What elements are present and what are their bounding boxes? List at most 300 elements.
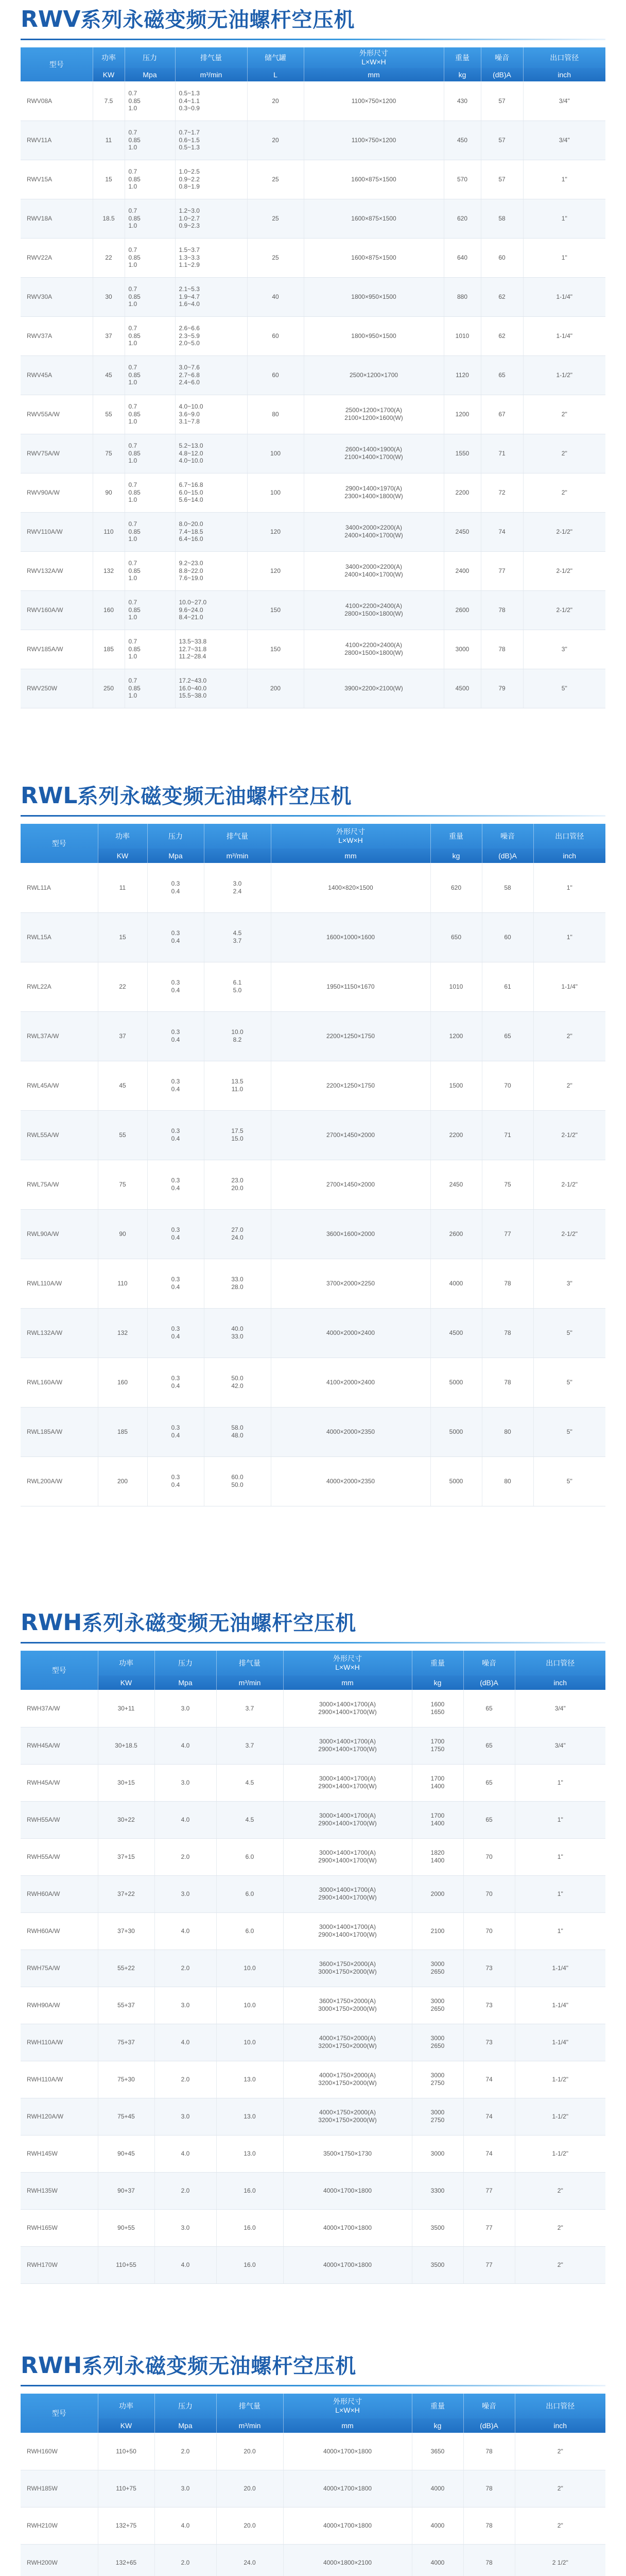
weight-cell: 3500 [412,2209,463,2246]
noise-cell: 73 [463,1950,515,1987]
power-cell: 132 [98,1308,147,1358]
noise-cell: 70 [463,1875,515,1912]
unit-weight: kg [412,2418,463,2433]
outlet-cell: 2-1/2" [533,1209,605,1259]
table-row [21,1407,605,1456]
weight-cell: 1500 [430,1061,482,1110]
table-row [21,590,605,630]
power-cell: 75 [93,434,125,473]
model-cell: RWV18A [21,199,93,238]
pressure-cell: 0.3 0.4 [147,1407,204,1456]
flow-cell: 60.0 50.0 [204,1456,271,1506]
noise-cell: 77 [463,2246,515,2283]
outlet-cell: 1-1/4" [533,962,605,1011]
outlet-cell: 2-1/2" [533,1160,605,1209]
noise-cell: 60 [481,238,523,277]
power-cell: 30 [93,277,125,316]
pressure-cell: 4.0 [154,2507,216,2544]
pressure-cell: 0.7 0.85 1.0 [125,434,175,473]
power-cell: 132+65 [98,2544,154,2576]
dims-cell: 4000×2000×2400 [271,1308,430,1358]
noise-cell: 60 [482,912,533,962]
table-row [21,1160,605,1209]
dims-cell: 3600×1750×2000(A) 3000×1750×2000(W) [283,1987,412,2024]
flow-cell: 17.2~43.0 16.0~40.0 15.5~38.0 [175,669,247,708]
pressure-cell: 0.7 0.85 1.0 [125,590,175,630]
model-cell: RWV22A [21,238,93,277]
unit-dims: mm [283,1675,412,1690]
noise-cell: 78 [481,630,523,669]
col-outlet: 出口管径 [523,47,605,68]
rwv-section [21,4,605,708]
pressure-cell: 4.0 [154,2135,216,2172]
table-row [21,395,605,434]
noise-cell: 61 [482,962,533,1011]
noise-cell: 79 [481,669,523,708]
noise-cell: 57 [481,121,523,160]
model-cell: RWL37A/W [21,1011,98,1061]
pressure-cell: 2.0 [154,2172,216,2209]
model-cell: RWV55A/W [21,395,93,434]
unit-dims: mm [304,68,444,81]
dims-cell: 3600×1600×2000 [271,1209,430,1259]
tank-cell: 25 [247,199,304,238]
col-pressure: 压力 [125,47,175,68]
flow-cell: 20.0 [216,2507,283,2544]
dims-cell: 3400×2000×2200(A) 2400×1400×1700(W) [304,551,444,590]
dims-cell: 3000×1400×1700(A) 2900×1400×1700(W) [283,1912,412,1950]
pressure-cell: 2.0 [154,1950,216,1987]
weight-cell: 3000 [444,630,481,669]
unit-noise: (dB)A [463,1675,515,1690]
noise-cell: 78 [482,1259,533,1308]
power-cell: 15 [98,912,147,962]
outlet-cell: 2" [533,1061,605,1110]
title-divider [21,815,605,817]
table-row [21,1011,605,1061]
power-cell: 110+75 [98,2470,154,2507]
weight-cell: 2100 [412,1912,463,1950]
power-cell: 22 [93,238,125,277]
tank-cell: 40 [247,277,304,316]
outlet-cell: 1" [533,912,605,962]
noise-cell: 77 [463,2172,515,2209]
noise-cell: 74 [463,2098,515,2135]
dims-cell: 4000×1750×2000(A) 3200×1750×2000(W) [283,2098,412,2135]
dims-cell: 3000×1400×1700(A) 2900×1400×1700(W) [283,1875,412,1912]
rwv-spec-table [21,47,605,708]
unit-tank: L [247,68,304,81]
unit-weight: kg [444,68,481,81]
table-row [21,1987,605,2024]
model-cell: RWL11A [21,863,98,912]
model-cell: RWV90A/W [21,473,93,512]
flow-cell: 1.5~3.7 1.3~3.3 1.1~2.9 [175,238,247,277]
dims-cell: 1600×875×1500 [304,238,444,277]
col-weight: 重量 [412,1651,463,1675]
unit-pressure: Mpa [154,1675,216,1690]
col-model: 型号 [21,824,98,863]
power-cell: 110 [98,1259,147,1308]
model-cell: RWL75A/W [21,1160,98,1209]
rwl-title: RWL系列永磁变频无油螺杆空压机 [21,783,352,809]
model-cell: RWL90A/W [21,1209,98,1259]
unit-flow: m³/min [216,1675,283,1690]
noise-cell: 58 [482,863,533,912]
power-cell: 11 [98,863,147,912]
model-cell: RWL110A/W [21,1259,98,1308]
model-cell: RWH120A/W [21,2098,98,2135]
noise-cell: 78 [463,2433,515,2470]
outlet-cell: 1" [515,1801,605,1838]
weight-cell: 2450 [444,512,481,551]
power-cell: 90 [98,1209,147,1259]
outlet-cell: 2" [515,2433,605,2470]
table-row [21,1358,605,1407]
flow-cell: 4.5 [216,1764,283,1801]
power-cell: 37+22 [98,1875,154,1912]
pressure-cell: 4.0 [154,2024,216,2061]
flow-cell: 27.0 24.0 [204,1209,271,1259]
outlet-cell: 5" [523,669,605,708]
pressure-cell: 3.0 [154,1875,216,1912]
unit-weight: kg [430,849,482,863]
model-cell: RWH170W [21,2246,98,2283]
outlet-cell: 5" [533,1407,605,1456]
noise-cell: 77 [482,1209,533,1259]
table-row [21,2246,605,2283]
flow-cell: 2.1~5.3 1.9~4.7 1.6~4.0 [175,277,247,316]
tank-cell: 100 [247,473,304,512]
noise-cell: 70 [463,1912,515,1950]
power-cell: 132+75 [98,2507,154,2544]
model-cell: RWH160W [21,2433,98,2470]
col-dims: 外形尺寸 L×W×H [283,1651,412,1675]
power-cell: 110 [93,512,125,551]
flow-cell: 17.5 15.0 [204,1110,271,1160]
flow-cell: 10.0 [216,1987,283,2024]
unit-pressure: Mpa [125,68,175,81]
model-cell: RWH110A/W [21,2061,98,2098]
dims-cell: 1950×1150×1670 [271,962,430,1011]
rwh-title-1: RWH系列永磁变频无油螺杆空压机 [21,1609,357,1636]
col-noise: 噪音 [482,824,533,849]
pressure-cell: 0.7 0.85 1.0 [125,395,175,434]
model-cell: RWL185A/W [21,1407,98,1456]
col-model: 型号 [21,47,93,81]
power-cell: 30+11 [98,1690,154,1727]
noise-cell: 70 [482,1061,533,1110]
table-row [21,1950,605,1987]
weight-cell: 570 [444,160,481,199]
table-row [21,160,605,199]
weight-cell: 620 [430,863,482,912]
model-cell: RWH145W [21,2135,98,2172]
dims-cell: 4000×1750×2000(A) 3200×1750×2000(W) [283,2061,412,2098]
table-row [21,1308,605,1358]
col-outlet: 出口管径 [515,1651,605,1675]
col-flow: 排气量 [204,824,271,849]
weight-cell: 3650 [412,2433,463,2470]
flow-cell: 13.0 [216,2098,283,2135]
dims-cell: 4100×2200×2400(A) 2800×1500×1800(W) [304,590,444,630]
col-noise: 噪音 [481,47,523,68]
dims-cell: 4100×2200×2400(A) 2800×1500×1800(W) [304,630,444,669]
rwl-spec-table [21,824,605,1506]
weight-cell: 4500 [444,669,481,708]
weight-cell: 1120 [444,355,481,395]
tank-cell: 120 [247,551,304,590]
dims-cell: 4100×2000×2400 [271,1358,430,1407]
table-row [21,863,605,912]
tank-cell: 120 [247,512,304,551]
pressure-cell: 0.3 0.4 [147,1011,204,1061]
noise-cell: 78 [463,2507,515,2544]
tank-cell: 150 [247,630,304,669]
pressure-cell: 0.3 0.4 [147,1209,204,1259]
weight-cell: 3300 [412,2172,463,2209]
pressure-cell: 4.0 [154,1727,216,1764]
table-row [21,121,605,160]
flow-cell: 10.0 [216,1950,283,1987]
table-row [21,1209,605,1259]
dims-cell: 2500×1200×1700 [304,355,444,395]
dims-cell: 2700×1450×2000 [271,1110,430,1160]
flow-cell: 13.5~33.8 12.7~31.8 11.2~28.4 [175,630,247,669]
unit-power: KW [98,2418,154,2433]
power-cell: 250 [93,669,125,708]
flow-cell: 20.0 [216,2433,283,2470]
outlet-cell: 1" [515,1838,605,1875]
model-cell: RWH75A/W [21,1950,98,1987]
noise-cell: 75 [482,1160,533,1209]
col-weight: 重量 [412,2394,463,2418]
noise-cell: 78 [463,2470,515,2507]
outlet-cell: 5" [533,1358,605,1407]
weight-cell: 2000 [412,1875,463,1912]
model-cell: RWV37A [21,316,93,355]
tank-cell: 200 [247,669,304,708]
outlet-cell: 5" [533,1308,605,1358]
flow-cell: 16.0 [216,2246,283,2283]
model-cell: RWV08A [21,81,93,121]
dims-cell: 4000×1700×1800 [283,2507,412,2544]
weight-cell: 1700 1400 [412,1801,463,1838]
dims-cell: 3000×1400×1700(A) 2900×1400×1700(W) [283,1690,412,1727]
flow-cell: 3.7 [216,1727,283,1764]
flow-cell: 40.0 33.0 [204,1308,271,1358]
col-power: 功率 [98,1651,154,1675]
weight-cell: 3000 2750 [412,2098,463,2135]
power-cell: 22 [98,962,147,1011]
outlet-cell: 3/4" [515,1727,605,1764]
weight-cell: 1550 [444,434,481,473]
model-cell: RWL15A [21,912,98,962]
power-cell: 37 [98,1011,147,1061]
col-flow: 排气量 [175,47,247,68]
dims-cell: 3700×2000×2250 [271,1259,430,1308]
col-power: 功率 [98,2394,154,2418]
weight-cell: 1600 1650 [412,1690,463,1727]
power-cell: 75+30 [98,2061,154,2098]
power-cell: 30+18.5 [98,1727,154,1764]
noise-cell: 78 [463,2544,515,2576]
power-cell: 90+45 [98,2135,154,2172]
outlet-cell: 1-1/4" [523,316,605,355]
weight-cell: 880 [444,277,481,316]
power-cell: 55+37 [98,1987,154,2024]
flow-cell: 10.0 8.2 [204,1011,271,1061]
flow-cell: 5.2~13.0 4.8~12.0 4.0~10.0 [175,434,247,473]
pressure-cell: 0.7 0.85 1.0 [125,277,175,316]
dims-cell: 4000×2000×2350 [271,1456,430,1506]
power-cell: 7.5 [93,81,125,121]
weight-cell: 3500 [412,2246,463,2283]
power-cell: 55 [98,1110,147,1160]
dims-cell: 4000×1700×1800 [283,2172,412,2209]
flow-cell: 3.0 2.4 [204,863,271,912]
weight-cell: 4000 [412,2544,463,2576]
rwh-section-2 [21,2350,605,2576]
flow-cell: 9.2~23.0 8.8~22.0 7.6~19.0 [175,551,247,590]
pressure-cell: 4.0 [154,1801,216,1838]
noise-cell: 78 [481,590,523,630]
pressure-cell: 3.0 [154,2209,216,2246]
col-flow: 排气量 [216,2394,283,2418]
flow-cell: 10.0 [216,2024,283,2061]
noise-cell: 71 [481,434,523,473]
table-row [21,316,605,355]
unit-power: KW [93,68,125,81]
dims-cell: 4000×1700×1800 [283,2209,412,2246]
unit-noise: (dB)A [482,849,533,863]
power-cell: 160 [98,1358,147,1407]
flow-cell: 6.0 [216,1912,283,1950]
col-outlet: 出口管径 [533,824,605,849]
model-cell: RWH60A/W [21,1875,98,1912]
noise-cell: 77 [463,2209,515,2246]
flow-cell: 13.5 11.0 [204,1061,271,1110]
dims-cell: 4000×1700×1800 [283,2246,412,2283]
model-cell: RWL55A/W [21,1110,98,1160]
dims-cell: 1600×875×1500 [304,160,444,199]
pressure-cell: 0.7 0.85 1.0 [125,669,175,708]
pressure-cell: 0.7 0.85 1.0 [125,512,175,551]
unit-flow: m³/min [204,849,271,863]
outlet-cell: 1-1/2" [515,2098,605,2135]
pressure-cell: 3.0 [154,1987,216,2024]
noise-cell: 67 [481,395,523,434]
col-weight: 重量 [444,47,481,68]
outlet-cell: 3" [523,630,605,669]
outlet-cell: 2-1/2" [523,551,605,590]
flow-cell: 16.0 [216,2172,283,2209]
flow-cell: 6.0 [216,1875,283,1912]
unit-outlet: inch [533,849,605,863]
pressure-cell: 0.3 0.4 [147,912,204,962]
weight-cell: 4000 [412,2507,463,2544]
col-dims: 外形尺寸 L×W×H [283,2394,412,2418]
pressure-cell: 0.3 0.4 [147,1061,204,1110]
unit-flow: m³/min [175,68,247,81]
outlet-cell: 3" [533,1259,605,1308]
flow-cell: 0.7~1.7 0.6~1.5 0.5~1.3 [175,121,247,160]
weight-cell: 4500 [430,1308,482,1358]
noise-cell: 78 [482,1308,533,1358]
power-cell: 11 [93,121,125,160]
outlet-cell: 3/4" [523,81,605,121]
power-cell: 75 [98,1160,147,1209]
col-model: 型号 [21,2394,98,2433]
model-cell: RWV11A [21,121,93,160]
pressure-cell: 0.7 0.85 1.0 [125,630,175,669]
outlet-cell: 2" [515,2470,605,2507]
dims-cell: 2600×1400×1900(A) 2100×1400×1700(W) [304,434,444,473]
table-row [21,912,605,962]
power-cell: 30+15 [98,1764,154,1801]
noise-cell: 70 [463,1838,515,1875]
pressure-cell: 0.3 0.4 [147,1110,204,1160]
noise-cell: 62 [481,277,523,316]
pressure-cell: 0.3 0.4 [147,1358,204,1407]
col-dims: 外形尺寸 L×W×H [304,47,444,68]
model-cell: RWH55A/W [21,1838,98,1875]
table-row [21,2172,605,2209]
dims-cell: 4000×1800×2100 [283,2544,412,2576]
table-row [21,2135,605,2172]
noise-cell: 62 [481,316,523,355]
tank-cell: 100 [247,434,304,473]
outlet-cell: 2" [515,2246,605,2283]
title-divider [21,2385,605,2386]
noise-cell: 65 [482,1011,533,1061]
power-cell: 185 [98,1407,147,1456]
dims-cell: 3500×1750×1730 [283,2135,412,2172]
tank-cell: 25 [247,160,304,199]
power-cell: 75+37 [98,2024,154,2061]
noise-cell: 73 [463,1987,515,2024]
outlet-cell: 5" [533,1456,605,1506]
dims-cell: 2200×1250×1750 [271,1061,430,1110]
outlet-cell: 1" [515,1912,605,1950]
dims-cell: 4000×1700×1800 [283,2433,412,2470]
noise-cell: 74 [463,2135,515,2172]
pressure-cell: 2.0 [154,2544,216,2576]
outlet-cell: 1" [523,199,605,238]
table-row [21,81,605,121]
outlet-cell: 3/4" [515,1690,605,1727]
power-cell: 55 [93,395,125,434]
flow-cell: 1.0~2.5 0.9~2.2 0.8~1.9 [175,160,247,199]
power-cell: 37+30 [98,1912,154,1950]
model-cell: RWH37A/W [21,1690,98,1727]
weight-cell: 3000 2650 [412,2024,463,2061]
dims-cell: 2700×1450×2000 [271,1160,430,1209]
power-cell: 30+22 [98,1801,154,1838]
weight-cell: 5000 [430,1456,482,1506]
outlet-cell: 2-1/2" [533,1110,605,1160]
col-pressure: 压力 [154,1651,216,1675]
tank-cell: 150 [247,590,304,630]
table-row [21,1259,605,1308]
table-row [21,355,605,395]
power-cell: 160 [93,590,125,630]
dims-cell: 1100×750×1200 [304,81,444,121]
dims-cell: 3000×1400×1700(A) 2900×1400×1700(W) [283,1727,412,1764]
model-cell: RWH185W [21,2470,98,2507]
power-cell: 45 [98,1061,147,1110]
dims-cell: 3600×1750×2000(A) 3000×1750×2000(W) [283,1950,412,1987]
